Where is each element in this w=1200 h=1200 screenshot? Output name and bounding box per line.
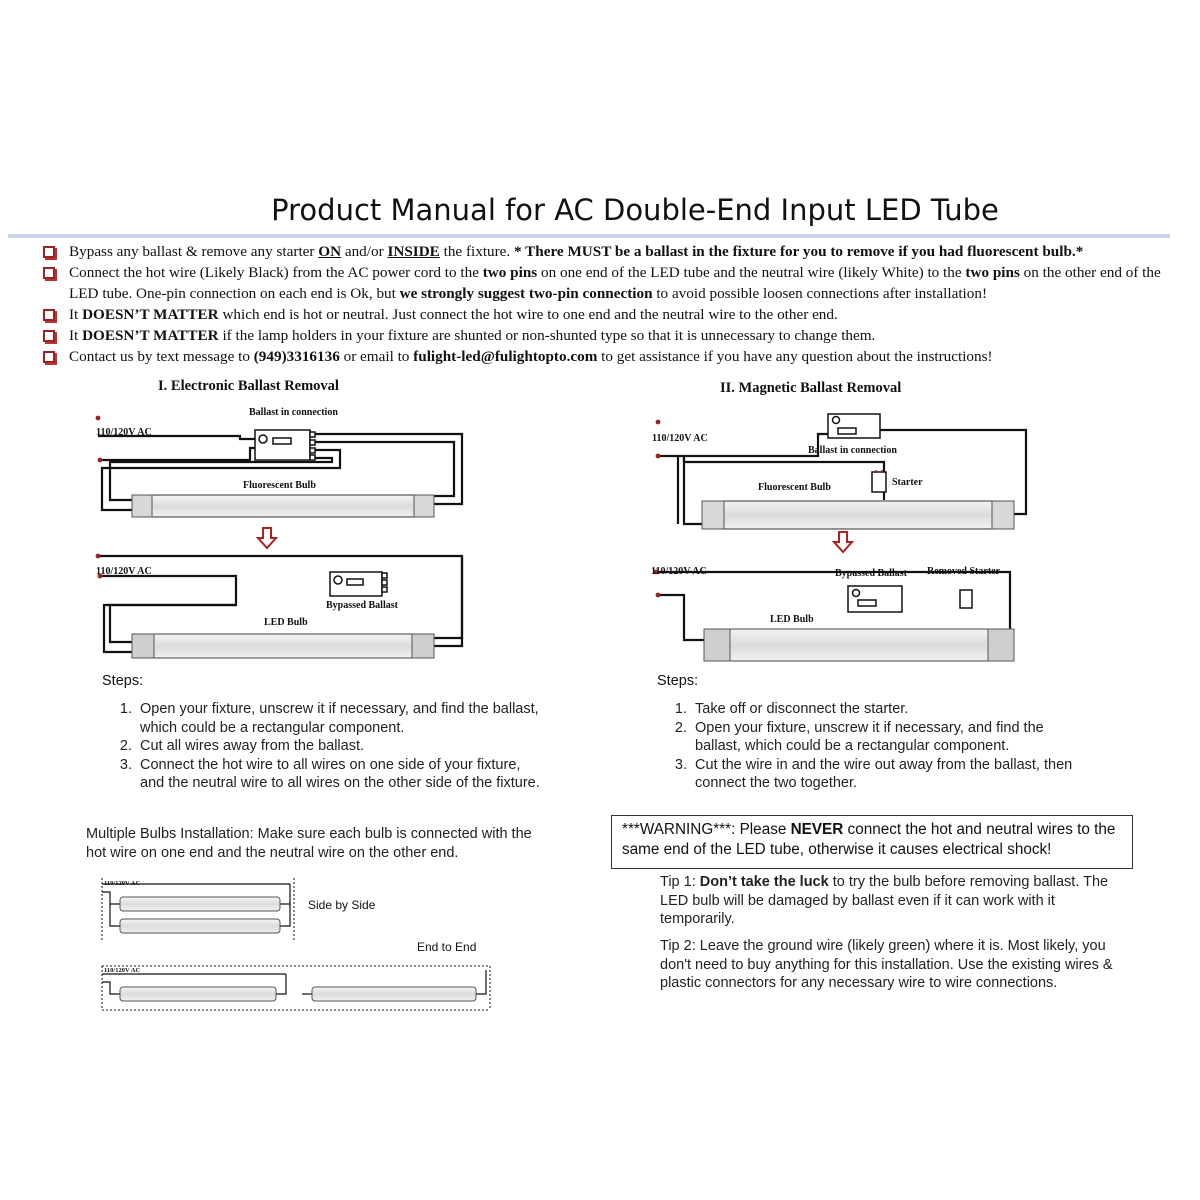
led-label: LED Bulb: [770, 614, 814, 625]
steps-heading: Steps:: [657, 673, 699, 689]
starter-label: Starter: [892, 477, 923, 488]
step-item: 1. Take off or disconnect the starter.: [691, 700, 1085, 719]
terminal-dot: [656, 454, 661, 459]
ac-label: 110/120V AC: [96, 566, 152, 577]
instruction-text: which end is hot or neutral. Just connect the hot wire to one end and the neutral wire to the other end.: [218, 306, 838, 323]
side-by-side-label: Side by Side: [308, 898, 376, 912]
ballast-box: [828, 414, 880, 438]
bypassed-ballast-box: [848, 586, 902, 612]
terminal-dot: [656, 593, 661, 598]
terminal-dot: [96, 554, 101, 559]
instruction-emphasis: INSIDE: [387, 243, 440, 260]
ac-label: 110/120V AC: [104, 967, 141, 974]
instruction-item: [42, 304, 1172, 325]
electronic-section-title: I. Electronic Ballast Removal: [158, 378, 339, 394]
warning-text: connect the hot and neutral wires to the same end of the LED tube, otherwise it causes electrical shock!: [622, 821, 1116, 858]
ballast-label: Ballast in connection: [808, 445, 897, 456]
led-tube: [132, 634, 434, 658]
instruction-text: Bypass any ballast & remove any starter: [69, 243, 319, 260]
instruction-text: if the lamp holders in your fixture are shunted or non-shunted type so that it is unnecessary to change them.: [218, 327, 876, 344]
instruction-text: Connect the hot wire (Likely Black) from the AC power cord to the: [69, 264, 483, 281]
instruction-text: to avoid possible loosen connections after installation!: [652, 285, 988, 302]
removed-starter-label: Removed Starter: [927, 566, 1001, 577]
instruction-emphasis: we strongly suggest two-pin connection: [399, 285, 653, 302]
end-to-end-label: End to End: [417, 940, 477, 954]
instruction-emphasis: * There MUST be a ballast in the fixture for you to remove if you had fluorescent bulb.*: [514, 243, 1084, 260]
fluorescent-tube: [702, 501, 1014, 529]
multiple-bulbs-note: Multiple Bulbs Installation: Make sure each bulb is connected with the hot wire on one end and the neutral wire on the other end.: [86, 826, 532, 861]
ballast-box: [255, 430, 315, 460]
title-divider: [8, 234, 1170, 238]
ac-label: 110/120V AC: [104, 880, 141, 887]
terminal-dot: [656, 420, 661, 425]
step-item: 1. Open your fixture, unscrew it if necessary, and find the ballast, which could be a rectangular component.: [136, 700, 540, 737]
instruction-item: [42, 262, 1172, 304]
instruction-text: on the other end of the LED tube. One-pin connection on each end is Ok, but: [69, 264, 1161, 302]
electronic-steps: [100, 700, 540, 793]
starter-box: [872, 470, 886, 492]
magnetic-steps: [655, 700, 1085, 793]
terminal-dot: [96, 416, 101, 421]
instruction-text: to get assistance if you have any question about the instructions!: [597, 348, 993, 365]
instruction-text: Contact us by text message to: [69, 348, 254, 365]
tip-2: Tip 2: Leave the ground wire (likely green) where it is. Most likely, you don't need to buy anything for this installation. Use the existing wires & plastic connectors for any necessary wire to wire connections.: [660, 938, 1113, 991]
checkbox-icon: [43, 267, 55, 279]
bypassed-ballast-box: [330, 572, 387, 596]
removed-starter-box: [960, 590, 972, 608]
instruction-emphasis: two pins: [482, 264, 538, 281]
contact-phone: (949)3316136: [253, 348, 340, 365]
step-item: 3. Cut the wire in and the wire out away from the ballast, then connect the two together.: [691, 756, 1085, 793]
down-arrow-icon: [258, 528, 276, 548]
step-item: 3. Connect the hot wire to all wires on one side of your fixture, and the neutral wire to all wires on the other side of the fixture.: [136, 756, 540, 793]
step-item: 2. Cut all wires away from the ballast.: [136, 737, 540, 756]
instruction-text: and/or: [341, 243, 388, 260]
tip-1: [660, 873, 1120, 929]
checkbox-icon: [43, 330, 55, 342]
checkbox-icon: [43, 246, 55, 258]
tip-text: Tip 1:: [660, 874, 700, 890]
steps-heading: Steps:: [102, 673, 144, 689]
instruction-emphasis: DOESN’T MATTER: [82, 327, 219, 344]
checkbox-icon: [43, 351, 55, 363]
instruction-emphasis: two pins: [965, 264, 1020, 281]
warning-text: ***WARNING***: Please: [622, 821, 791, 838]
instruction-list: [42, 241, 1172, 367]
instruction-text: on one end of the LED tube and the neutral wire (likely White) to the: [537, 264, 966, 281]
bypassed-ballast-label: Bypassed Ballast: [326, 600, 398, 611]
instruction-text: or email to: [339, 348, 414, 365]
warning-box: [611, 815, 1133, 869]
terminal-dot: [98, 458, 103, 463]
page-title: Product Manual for AC Double-End Input LED Tube: [271, 193, 999, 227]
ac-label: 110/120V AC: [96, 427, 152, 438]
tip-emphasis: Don’t take the luck: [699, 874, 829, 890]
led-label: LED Bulb: [264, 617, 308, 628]
instruction-text: the fixture.: [439, 243, 515, 260]
checkbox-icon: [43, 309, 55, 321]
fluorescent-label: Fluorescent Bulb: [758, 482, 831, 493]
warning-emphasis: NEVER: [790, 821, 844, 838]
instruction-item: [42, 346, 1172, 367]
down-arrow-icon: [834, 532, 852, 552]
tip-text: to try the bulb before removing ballast. The LED bulb will be damaged by ballast even if it can work with it temporarily.: [660, 874, 1109, 927]
step-item: 2. Open your fixture, unscrew it if necessary, and find the ballast, which could be a rectangular component.: [691, 719, 1085, 756]
ac-label: 110/120V AC: [652, 433, 708, 444]
instruction-text: It: [69, 306, 83, 323]
instruction-text: It: [69, 327, 83, 344]
ac-label: 110/120V AC: [651, 566, 707, 577]
led-tube: [704, 629, 1014, 661]
fluorescent-label: Fluorescent Bulb: [243, 480, 316, 491]
magnetic-section-title: II. Magnetic Ballast Removal: [720, 380, 902, 396]
fluorescent-tube: [132, 495, 434, 517]
instruction-item: [42, 241, 1172, 262]
instruction-emphasis: DOESN’T MATTER: [82, 306, 219, 323]
instruction-item: [42, 325, 1172, 346]
ballast-label: Ballast in connection: [249, 407, 338, 418]
instruction-emphasis: ON: [318, 243, 342, 260]
electronic-ballast-diagram: [90, 400, 480, 670]
contact-email: fulight-led@fulightopto.com: [413, 348, 598, 365]
bypassed-ballast-label: Bypassed Ballast: [835, 568, 907, 579]
